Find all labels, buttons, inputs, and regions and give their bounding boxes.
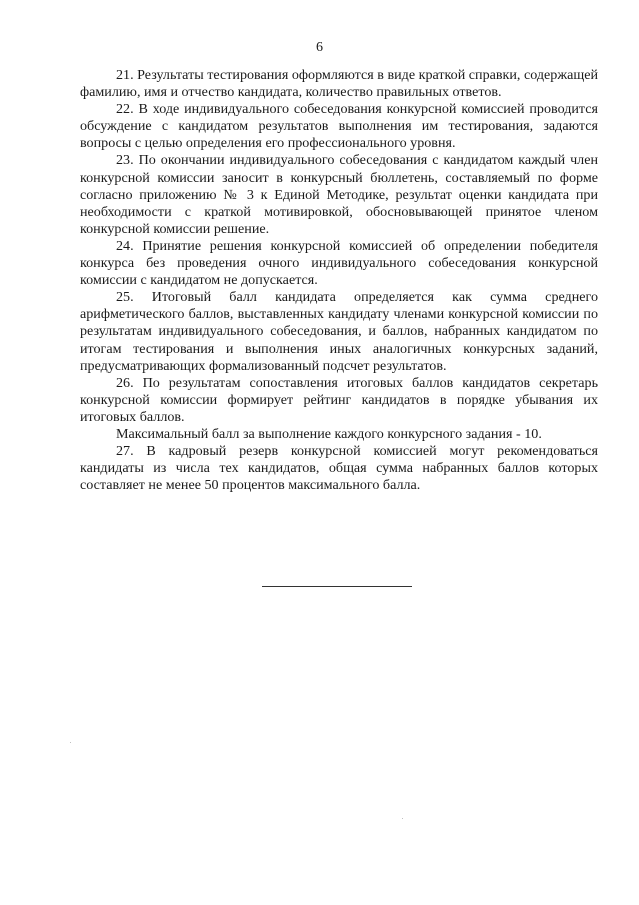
paragraph-23: 23. По окончании индивидуального собеседования с кандидатом каждый член конкурсной комиссии заносит в конкурсный бюллетень, составляемый по форме согласно приложению № 3 к Единой Методике, результат оценки кандидата при необходимости с краткой мотивировкой, обосновывающей принятое членом конкурсной комиссии решение. (80, 152, 598, 237)
end-divider-line (262, 586, 412, 587)
paragraph-25: 25. Итоговый балл кандидата определяется как сумма среднего арифметического баллов, выставленных кандидату членами конкурсной комиссии по результатам индивидуального собеседования, и баллов, набранных кандидатом по итогам тестирования и выполнения иных аналогичных конкурсных заданий, предусматривающих формализованный подсчет результатов. (80, 289, 598, 374)
paragraph-max-score: Максимальный балл за выполнение каждого конкурсного задания - 10. (116, 425, 542, 442)
paragraph-22: 22. В ходе индивидуального собеседования конкурсной комиссией проводится обсуждение с кандидатом результатов выполнения им тестирования, задаются вопросы с целью определения его профессионального уровня. (80, 101, 598, 152)
scan-speck (402, 818, 403, 819)
paragraph-27: 27. В кадровый резерв конкурсной комиссией могут рекомендоваться кандидаты из числа тех кандидатов, общая сумма набранных баллов которых составляет не менее 50 процентов максимального балла. (80, 443, 598, 494)
document-body (80, 67, 598, 494)
scan-speck (70, 742, 71, 743)
paragraph-26: 26. По результатам сопоставления итоговых баллов кандидатов секретарь конкурсной комиссии формирует рейтинг кандидатов в порядке убывания их итоговых баллов. (80, 374, 598, 425)
paragraph-24: 24. Принятие решения конкурсной комиссией об определении победителя конкурса без проведения очного индивидуального собеседования конкурсной комиссии с кандидатом не допускается. (80, 237, 598, 289)
paragraph-21: 21. Результаты тестирования оформляются в виде краткой справки, содержащей фамилию, имя и отчество кандидата, количество правильных ответов. (80, 67, 598, 101)
page-number: 6 (316, 40, 323, 55)
